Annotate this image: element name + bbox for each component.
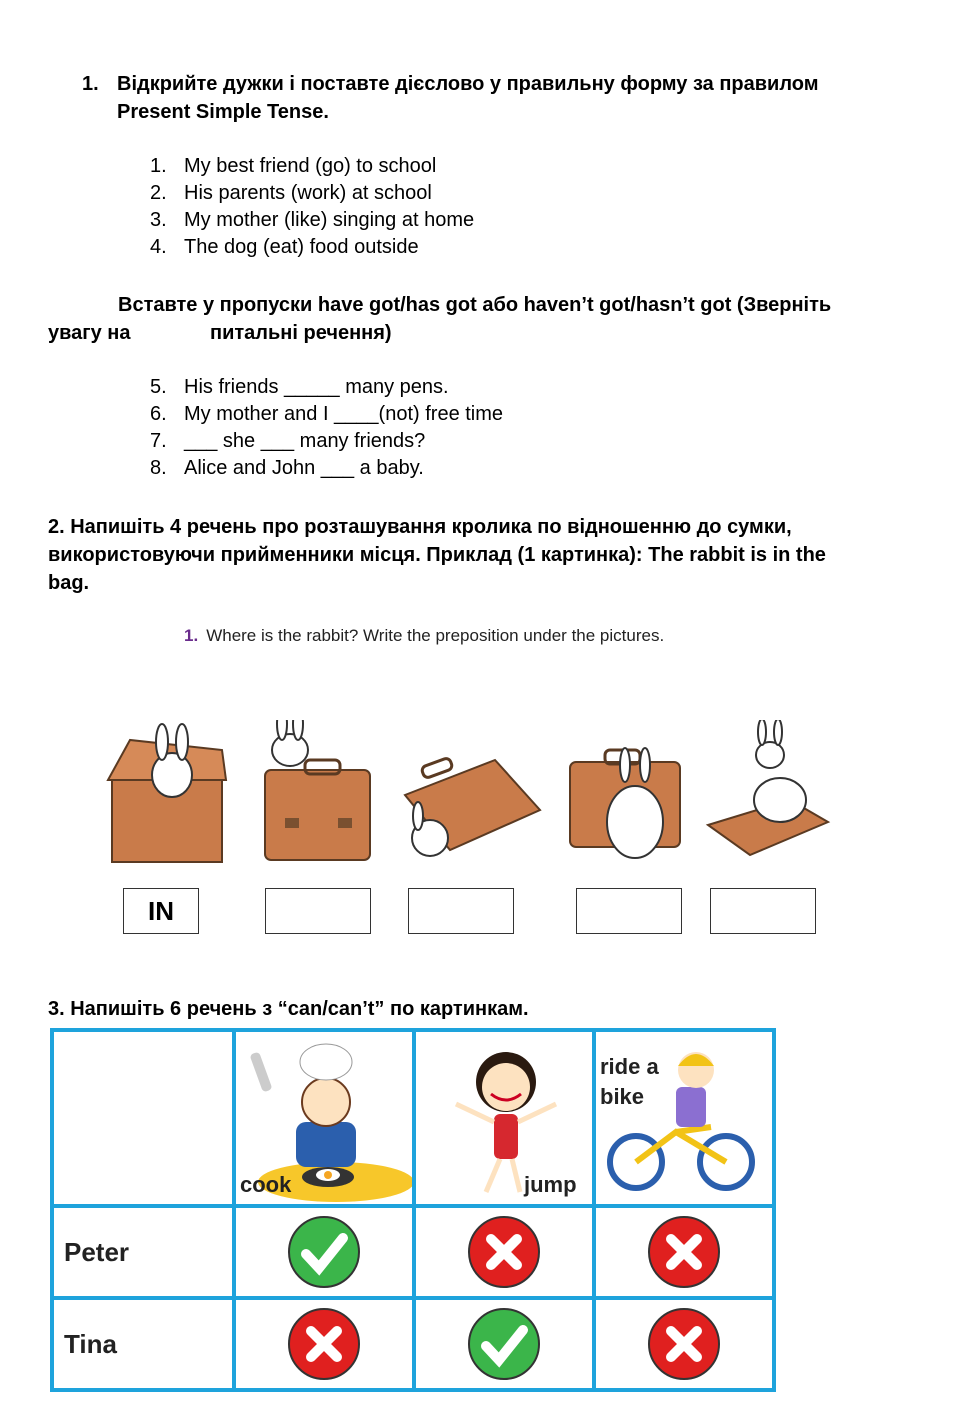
answer-box-2[interactable] xyxy=(265,888,371,934)
row-label-tina: Tina xyxy=(50,1296,236,1392)
activity-label-ride-a: ride a xyxy=(600,1054,659,1079)
answer-box-3[interactable] xyxy=(408,888,514,934)
mark-cell xyxy=(592,1204,776,1300)
rabbit-under-bag-picture xyxy=(405,757,540,856)
mark-cell xyxy=(232,1204,416,1300)
task2-title xyxy=(48,513,928,597)
task1-number: 1. xyxy=(82,73,99,95)
rabbit-in-bag-picture xyxy=(108,724,226,862)
row-label-peter: Peter xyxy=(50,1204,236,1300)
task1-subtitle-line1: Вставте у пропуски have got/has got або haven’t got/hasn’t got (Зверніть xyxy=(118,294,832,316)
grid-header-ride xyxy=(592,1028,776,1208)
task1-subtitle-line2b: питальні речення) xyxy=(210,322,392,344)
rabbit-bag-illustrations xyxy=(100,720,840,870)
task1-title xyxy=(117,70,917,126)
list-item: 8. Alice and John ___ a baby. xyxy=(150,457,424,479)
task2-title-line3: bag. xyxy=(48,572,90,594)
rabbit-behind-bag-picture xyxy=(265,720,370,860)
task1-list-2 xyxy=(150,374,503,482)
cross-icon xyxy=(286,1306,362,1382)
list-item: 1. My best friend (go) to school xyxy=(150,155,437,177)
grid-header-cook xyxy=(232,1028,416,1208)
grid-corner-cell xyxy=(50,1028,236,1208)
exercise-instruction xyxy=(184,626,664,646)
answer-box-5[interactable] xyxy=(710,888,816,934)
exercise-text: Where is the rabbit? Write the preposition under the pictures. xyxy=(206,626,665,645)
list-item: 6. My mother and I ____(not) free time xyxy=(150,403,504,425)
cross-icon xyxy=(466,1214,542,1290)
grid-header-jump xyxy=(412,1028,596,1208)
task2-title-line1: 2. Напишіть 4 речень про розташування кролика по відношенню до сумки, xyxy=(48,516,792,538)
task1-title-line2: Present Simple Tense. xyxy=(117,101,329,123)
list-item: 7. ___ she ___ many friends? xyxy=(150,430,426,452)
task2-title-line2: використовуючи прийменники місця. Приклад (1 картинка): The rabbit is in the xyxy=(48,544,826,566)
activity-label-jump: jump xyxy=(524,1172,577,1197)
list-item: 2. His parents (work) at school xyxy=(150,182,432,204)
mark-cell xyxy=(592,1296,776,1392)
exercise-number: 1. xyxy=(184,626,199,645)
check-icon xyxy=(466,1306,542,1382)
list-item: 5. His friends _____ many pens. xyxy=(150,376,449,398)
mark-cell xyxy=(232,1296,416,1392)
activity-label-bike: bike xyxy=(600,1084,645,1109)
check-icon xyxy=(286,1214,362,1290)
task3-title: 3. Напишіть 6 речень з “can/can’t” по картинкам. xyxy=(48,998,529,1020)
answer-box-1[interactable]: IN xyxy=(123,888,199,934)
task1-list xyxy=(150,153,474,261)
rabbit-on-bag-picture xyxy=(708,720,828,855)
list-item: 3. My mother (like) singing at home xyxy=(150,209,475,231)
cross-icon xyxy=(646,1306,722,1382)
mark-cell xyxy=(412,1204,596,1300)
list-item: 4. The dog (eat) food outside xyxy=(150,236,419,258)
rabbit-in-front-of-bag-picture xyxy=(570,748,680,858)
task1-title-line1: Відкрийте дужки і поставте дієслово у правильну форму за правилом xyxy=(117,73,819,95)
cross-icon xyxy=(646,1214,722,1290)
answer-box-4[interactable] xyxy=(576,888,682,934)
task1-subtitle-line2a: увагу на xyxy=(48,322,131,344)
can-cant-grid xyxy=(50,1028,776,1392)
mark-cell xyxy=(412,1296,596,1392)
activity-label-cook: cook xyxy=(240,1172,292,1197)
